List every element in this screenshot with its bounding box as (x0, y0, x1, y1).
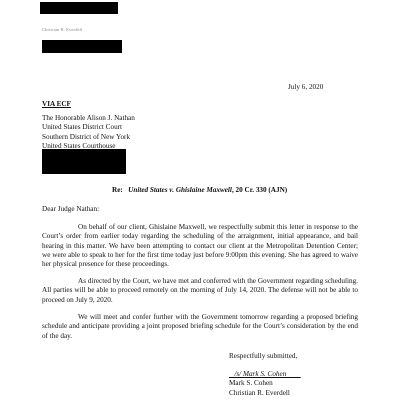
recipient-line: Southern District of New York (42, 132, 131, 141)
body-paragraph-3: We will meet and confer further with the Government tomorrow regarding a proposed briefing schedule and anticipate providing a joint proposed briefing schedule for the Court’s consideration by the end of the day. (42, 313, 358, 340)
recipient-line: United States Courthouse (42, 141, 116, 150)
subject-case-name: United States v. Ghislaine Maxwell (128, 186, 232, 194)
delivery-method: VIA ECF (42, 100, 71, 108)
signatory-name: Christian R. Everdell (229, 388, 290, 397)
closing: Respectfully submitted, (229, 352, 298, 360)
body-paragraph-2: As directed by the Court, we have met and conferred with the Government regarding scheduling. All parties will be able to proceed remotely on the morning of July 14, 2020. The defense will not be able to proceed on July 9, 2020. (42, 277, 358, 304)
recipient-address (42, 114, 135, 151)
letterhead-name: Christian R. Everdell (42, 27, 83, 32)
redaction-box-address (42, 149, 126, 174)
electronic-signature: /s/ Mark S. Cohen (229, 370, 301, 378)
signatory-name: Mark S. Cohen (229, 379, 273, 388)
signature-block (229, 370, 301, 398)
body-paragraph-1: On behalf of our client, Ghislaine Maxwell, we respectfully submit this letter in response to the Court’s order from earlier today regarding the scheduling of the arraignment, initial appearance, and bail hearing in this matter. We have been attempting to contact our client at the Metropolitan Detention Center; we were able to speak to her for the first time today just before 9:00pm this evening. She has agreed to waive her physical presence for these proceedings. (42, 223, 358, 269)
subject-case-number: , 20 Cr. 330 (AJN) (231, 186, 288, 194)
recipient-line: United States District Court (42, 123, 123, 132)
letter-date: July 6, 2020 (288, 83, 324, 91)
redaction-box-letterhead-top (40, 2, 118, 14)
recipient-line: The Honorable Alison J. Nathan (42, 114, 135, 122)
redaction-box-letterhead-bottom (42, 40, 122, 53)
subject-prefix: Re: (112, 186, 123, 194)
salutation: Dear Judge Nathan: (42, 205, 100, 213)
subject-line (112, 186, 287, 194)
